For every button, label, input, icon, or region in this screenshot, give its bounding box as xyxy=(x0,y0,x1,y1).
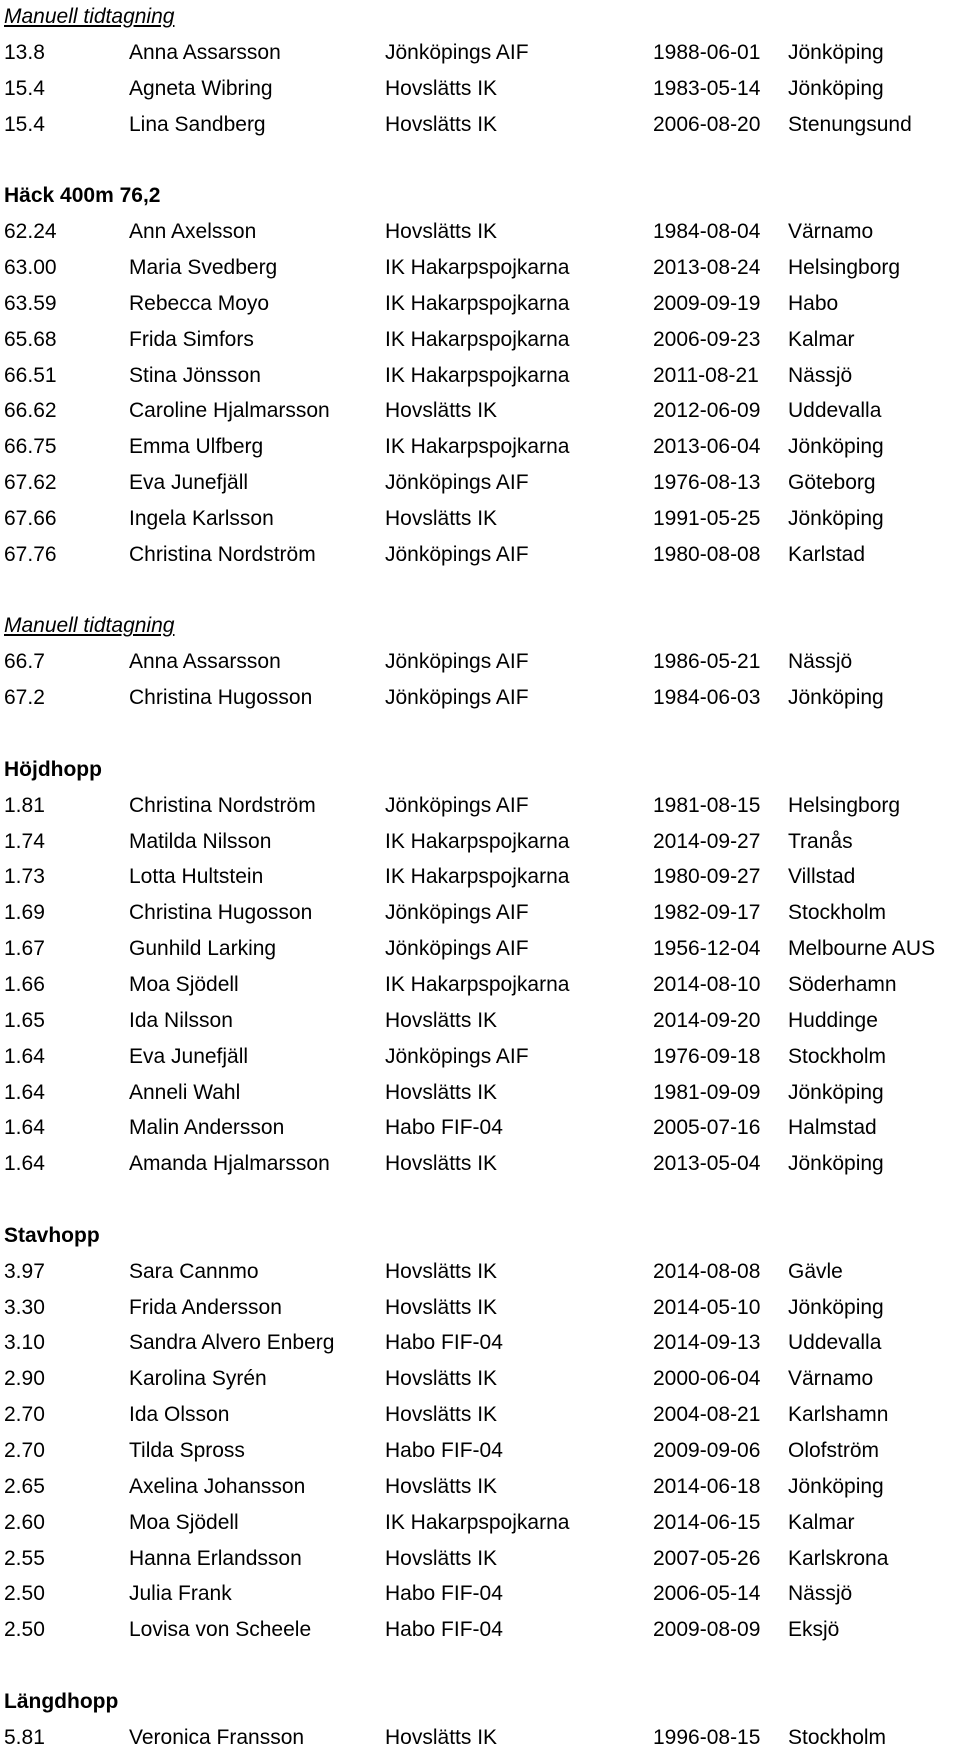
result-name: Ida Olsson xyxy=(129,1403,230,1427)
result-club: Hovslätts IK xyxy=(385,1008,498,1032)
result-place: Stockholm xyxy=(788,901,887,925)
result-club: IK Hakarpspojkarna xyxy=(385,363,570,387)
result-place: Helsingborg xyxy=(788,793,901,817)
result-place: Nässjö xyxy=(788,1582,853,1606)
result-name: Moa Sjödell xyxy=(129,1510,239,1534)
result-club: Jönköpings AIF xyxy=(385,40,529,64)
result-mark: 1.64 xyxy=(4,1080,45,1104)
result-club: Habo FIF-04 xyxy=(385,1116,503,1140)
result-mark: 13.8 xyxy=(4,40,45,64)
result-name: Malin Andersson xyxy=(129,1116,285,1140)
result-name: Christina Hugosson xyxy=(129,686,313,710)
result-name: Maria Svedberg xyxy=(129,255,278,279)
result-date: 1980-08-08 xyxy=(653,542,761,566)
result-club: Hovslätts IK xyxy=(385,1295,498,1319)
result-name: Sandra Alvero Enberg xyxy=(129,1331,335,1355)
result-date: 1976-09-18 xyxy=(653,1044,761,1068)
result-name: Lina Sandberg xyxy=(129,112,266,136)
result-date: 2011-08-21 xyxy=(653,363,759,387)
result-name: Christina Hugosson xyxy=(129,901,313,925)
result-name: Ann Axelsson xyxy=(129,220,257,244)
result-name: Emma Ulfberg xyxy=(129,435,264,459)
result-club: Jönköpings AIF xyxy=(385,793,529,817)
result-date: 1983-05-14 xyxy=(653,76,761,100)
result-club: Jönköpings AIF xyxy=(385,650,529,674)
result-date: 2006-08-20 xyxy=(653,112,761,136)
result-mark: 66.51 xyxy=(4,363,57,387)
result-place: Jönköping xyxy=(788,435,884,459)
result-place: Jönköping xyxy=(788,76,884,100)
result-mark: 3.97 xyxy=(4,1259,45,1283)
result-name: Frida Simfors xyxy=(129,327,254,351)
result-date: 2006-05-14 xyxy=(653,1582,761,1606)
result-place: Karlshamn xyxy=(788,1403,889,1427)
result-mark: 15.4 xyxy=(4,76,45,100)
result-club: Habo FIF-04 xyxy=(385,1582,503,1606)
result-name: Matilda Nilsson xyxy=(129,829,272,853)
result-mark: 62.24 xyxy=(4,220,57,244)
result-place: Jönköping xyxy=(788,506,884,530)
result-name: Christina Nordström xyxy=(129,542,316,566)
result-date: 2014-06-15 xyxy=(653,1510,761,1534)
result-place: Kalmar xyxy=(788,1510,855,1534)
result-place: Huddinge xyxy=(788,1008,878,1032)
result-mark: 66.62 xyxy=(4,399,57,423)
result-date: 1981-09-09 xyxy=(653,1080,761,1104)
result-name: Lotta Hultstein xyxy=(129,865,264,889)
result-mark: 3.30 xyxy=(4,1295,45,1319)
result-place: Uddevalla xyxy=(788,399,882,423)
result-date: 1996-08-15 xyxy=(653,1725,761,1749)
result-mark: 1.66 xyxy=(4,972,45,996)
section-subheading-text: Manuell tidtagning xyxy=(4,614,175,638)
result-club: Hovslätts IK xyxy=(385,1403,498,1427)
result-place: Helsingborg xyxy=(788,255,901,279)
result-mark: 1.65 xyxy=(4,1008,45,1032)
result-date: 2014-09-20 xyxy=(653,1008,761,1032)
result-date: 2009-09-19 xyxy=(653,291,761,315)
result-date: 1988-06-01 xyxy=(653,40,761,64)
result-mark: 1.74 xyxy=(4,829,45,853)
result-name: Veronica Fransson xyxy=(129,1725,305,1749)
result-name: Ingela Karlsson xyxy=(129,506,274,530)
result-mark: 1.64 xyxy=(4,1152,45,1176)
result-place: Uddevalla xyxy=(788,1331,882,1355)
result-club: IK Hakarpspojkarna xyxy=(385,291,570,315)
result-mark: 5.81 xyxy=(4,1725,45,1749)
result-place: Värnamo xyxy=(788,220,874,244)
result-name: Moa Sjödell xyxy=(129,972,239,996)
result-place: Jönköping xyxy=(788,1474,884,1498)
result-mark: 1.69 xyxy=(4,901,45,925)
result-date: 2005-07-16 xyxy=(653,1116,761,1140)
result-place: Nässjö xyxy=(788,650,853,674)
result-name: Gunhild Larking xyxy=(129,937,277,961)
result-date: 2013-05-04 xyxy=(653,1152,761,1176)
result-date: 1956-12-04 xyxy=(653,937,761,961)
section-heading-text: Stavhopp xyxy=(4,1223,100,1247)
result-mark: 67.66 xyxy=(4,506,57,530)
result-place: Villstad xyxy=(788,865,856,889)
result-date: 1976-08-13 xyxy=(653,471,761,495)
result-date: 2013-06-04 xyxy=(653,435,761,459)
result-name: Frida Andersson xyxy=(129,1295,282,1319)
result-mark: 2.90 xyxy=(4,1367,45,1391)
result-date: 1991-05-25 xyxy=(653,506,761,530)
result-club: IK Hakarpspojkarna xyxy=(385,972,570,996)
result-date: 2009-08-09 xyxy=(653,1618,761,1642)
result-mark: 66.7 xyxy=(4,650,45,674)
result-mark: 65.68 xyxy=(4,327,57,351)
result-place: Värnamo xyxy=(788,1367,874,1391)
result-mark: 1.73 xyxy=(4,865,45,889)
result-date: 1981-08-15 xyxy=(653,793,761,817)
section-subheading-text: Manuell tidtagning xyxy=(4,5,175,28)
result-place: Jönköping xyxy=(788,1295,884,1319)
result-club: IK Hakarpspojkarna xyxy=(385,255,570,279)
result-name: Karolina Syrén xyxy=(129,1367,267,1391)
result-club: Jönköpings AIF xyxy=(385,542,529,566)
result-place: Gävle xyxy=(788,1259,843,1283)
result-name: Lovisa von Scheele xyxy=(129,1618,312,1642)
result-club: Habo FIF-04 xyxy=(385,1439,503,1462)
result-place: Halmstad xyxy=(788,1116,877,1140)
result-place: Jönköping xyxy=(788,40,884,64)
result-place: Karlstad xyxy=(788,542,866,566)
result-date: 2014-08-10 xyxy=(653,972,761,996)
result-name: Eva Junefjäll xyxy=(129,471,249,495)
result-club: Habo FIF-04 xyxy=(385,1331,503,1355)
result-date: 2012-06-09 xyxy=(653,399,761,423)
result-mark: 67.2 xyxy=(4,686,45,710)
result-date: 1984-08-04 xyxy=(653,220,761,244)
result-club: Hovslätts IK xyxy=(385,1259,498,1283)
result-club: Hovslätts IK xyxy=(385,1546,498,1570)
result-mark: 2.70 xyxy=(4,1403,45,1427)
result-club: Hovslätts IK xyxy=(385,112,498,136)
result-place: Stockholm xyxy=(788,1044,887,1068)
result-mark: 1.81 xyxy=(4,793,45,817)
result-date: 2006-09-23 xyxy=(653,327,761,351)
result-club: Habo FIF-04 xyxy=(385,1618,503,1642)
result-name: Stina Jönsson xyxy=(129,363,261,387)
result-club: Jönköpings AIF xyxy=(385,1044,529,1068)
result-club: Hovslätts IK xyxy=(385,1080,498,1104)
result-name: Caroline Hjalmarsson xyxy=(129,399,330,423)
result-name: Anneli Wahl xyxy=(129,1080,241,1104)
result-place: Olofström xyxy=(788,1439,880,1462)
result-name: Amanda Hjalmarsson xyxy=(129,1152,330,1176)
result-club: IK Hakarpspojkarna xyxy=(385,435,570,459)
result-date: 2014-05-10 xyxy=(653,1295,761,1319)
result-mark: 2.50 xyxy=(4,1582,45,1606)
result-date: 2014-08-08 xyxy=(653,1259,761,1283)
result-name: Agneta Wibring xyxy=(129,76,273,100)
result-place: Kalmar xyxy=(788,327,855,351)
result-date: 2014-09-13 xyxy=(653,1331,761,1355)
result-mark: 63.59 xyxy=(4,291,57,315)
result-date: 1980-09-27 xyxy=(653,865,761,889)
result-name: Tilda Spross xyxy=(129,1439,245,1462)
result-club: Hovslätts IK xyxy=(385,506,498,530)
result-place: Göteborg xyxy=(788,471,876,495)
result-club: IK Hakarpspojkarna xyxy=(385,1510,570,1534)
result-name: Rebecca Moyo xyxy=(129,291,270,315)
section-heading-text: Häck 400m 76,2 xyxy=(4,184,161,208)
result-club: IK Hakarpspojkarna xyxy=(385,865,570,889)
result-date: 2014-06-18 xyxy=(653,1474,761,1498)
result-mark: 66.75 xyxy=(4,435,57,459)
result-mark: 1.64 xyxy=(4,1116,45,1140)
result-place: Melbourne AUS xyxy=(788,937,936,961)
result-date: 2004-08-21 xyxy=(653,1403,761,1427)
result-mark: 2.60 xyxy=(4,1510,45,1534)
result-club: Hovslätts IK xyxy=(385,220,498,244)
result-date: 1984-06-03 xyxy=(653,686,761,710)
result-name: Christina Nordström xyxy=(129,793,316,817)
result-club: IK Hakarpspojkarna xyxy=(385,829,570,853)
result-mark: 2.65 xyxy=(4,1474,45,1498)
result-name: Anna Assarsson xyxy=(129,40,281,64)
result-name: Hanna Erlandsson xyxy=(129,1546,302,1570)
result-date: 1986-05-21 xyxy=(653,650,761,674)
result-place: Eksjö xyxy=(788,1618,840,1642)
section-heading-text: Höjdhopp xyxy=(4,757,102,781)
result-place: Jönköping xyxy=(788,1080,884,1104)
result-date: 2009-09-06 xyxy=(653,1439,761,1462)
result-club: Jönköpings AIF xyxy=(385,471,529,495)
result-place: Habo xyxy=(788,291,839,315)
result-mark: 2.50 xyxy=(4,1618,45,1642)
result-place: Jönköping xyxy=(788,686,884,710)
section-heading-text: Längdhopp xyxy=(4,1689,119,1713)
result-club: IK Hakarpspojkarna xyxy=(385,327,570,351)
result-date: 2000-06-04 xyxy=(653,1367,761,1391)
result-mark: 67.76 xyxy=(4,542,57,566)
result-name: Ida Nilsson xyxy=(129,1008,233,1032)
result-place: Tranås xyxy=(788,829,853,853)
result-club: Jönköpings AIF xyxy=(385,686,529,710)
result-mark: 2.70 xyxy=(4,1439,45,1462)
result-place: Söderhamn xyxy=(788,972,897,996)
result-club: Hovslätts IK xyxy=(385,1367,498,1391)
result-club: Jönköpings AIF xyxy=(385,901,529,925)
result-place: Jönköping xyxy=(788,1152,884,1176)
result-date: 1982-09-17 xyxy=(653,901,761,925)
result-club: Hovslätts IK xyxy=(385,1152,498,1176)
result-mark: 2.55 xyxy=(4,1546,45,1570)
result-name: Eva Junefjäll xyxy=(129,1044,249,1068)
result-date: 2014-09-27 xyxy=(653,829,761,853)
result-club: Hovslätts IK xyxy=(385,1474,498,1498)
result-club: Hovslätts IK xyxy=(385,76,498,100)
result-place: Stockholm xyxy=(788,1725,887,1749)
result-place: Nässjö xyxy=(788,363,853,387)
result-name: Sara Cannmo xyxy=(129,1259,259,1283)
result-name: Anna Assarsson xyxy=(129,650,281,674)
result-club: Hovslätts IK xyxy=(385,1725,498,1749)
result-club: Jönköpings AIF xyxy=(385,937,529,961)
result-mark: 1.67 xyxy=(4,937,45,961)
result-place: Karlskrona xyxy=(788,1546,889,1570)
result-mark: 1.64 xyxy=(4,1044,45,1068)
result-name: Axelina Johansson xyxy=(129,1474,306,1498)
result-club: Hovslätts IK xyxy=(385,399,498,423)
result-place: Stenungsund xyxy=(788,112,912,136)
result-mark: 15.4 xyxy=(4,112,45,136)
result-date: 2013-08-24 xyxy=(653,255,761,279)
result-mark: 3.10 xyxy=(4,1331,45,1355)
result-name: Julia Frank xyxy=(129,1582,232,1606)
result-mark: 63.00 xyxy=(4,255,57,279)
result-date: 2007-05-26 xyxy=(653,1546,761,1570)
result-mark: 67.62 xyxy=(4,471,57,495)
